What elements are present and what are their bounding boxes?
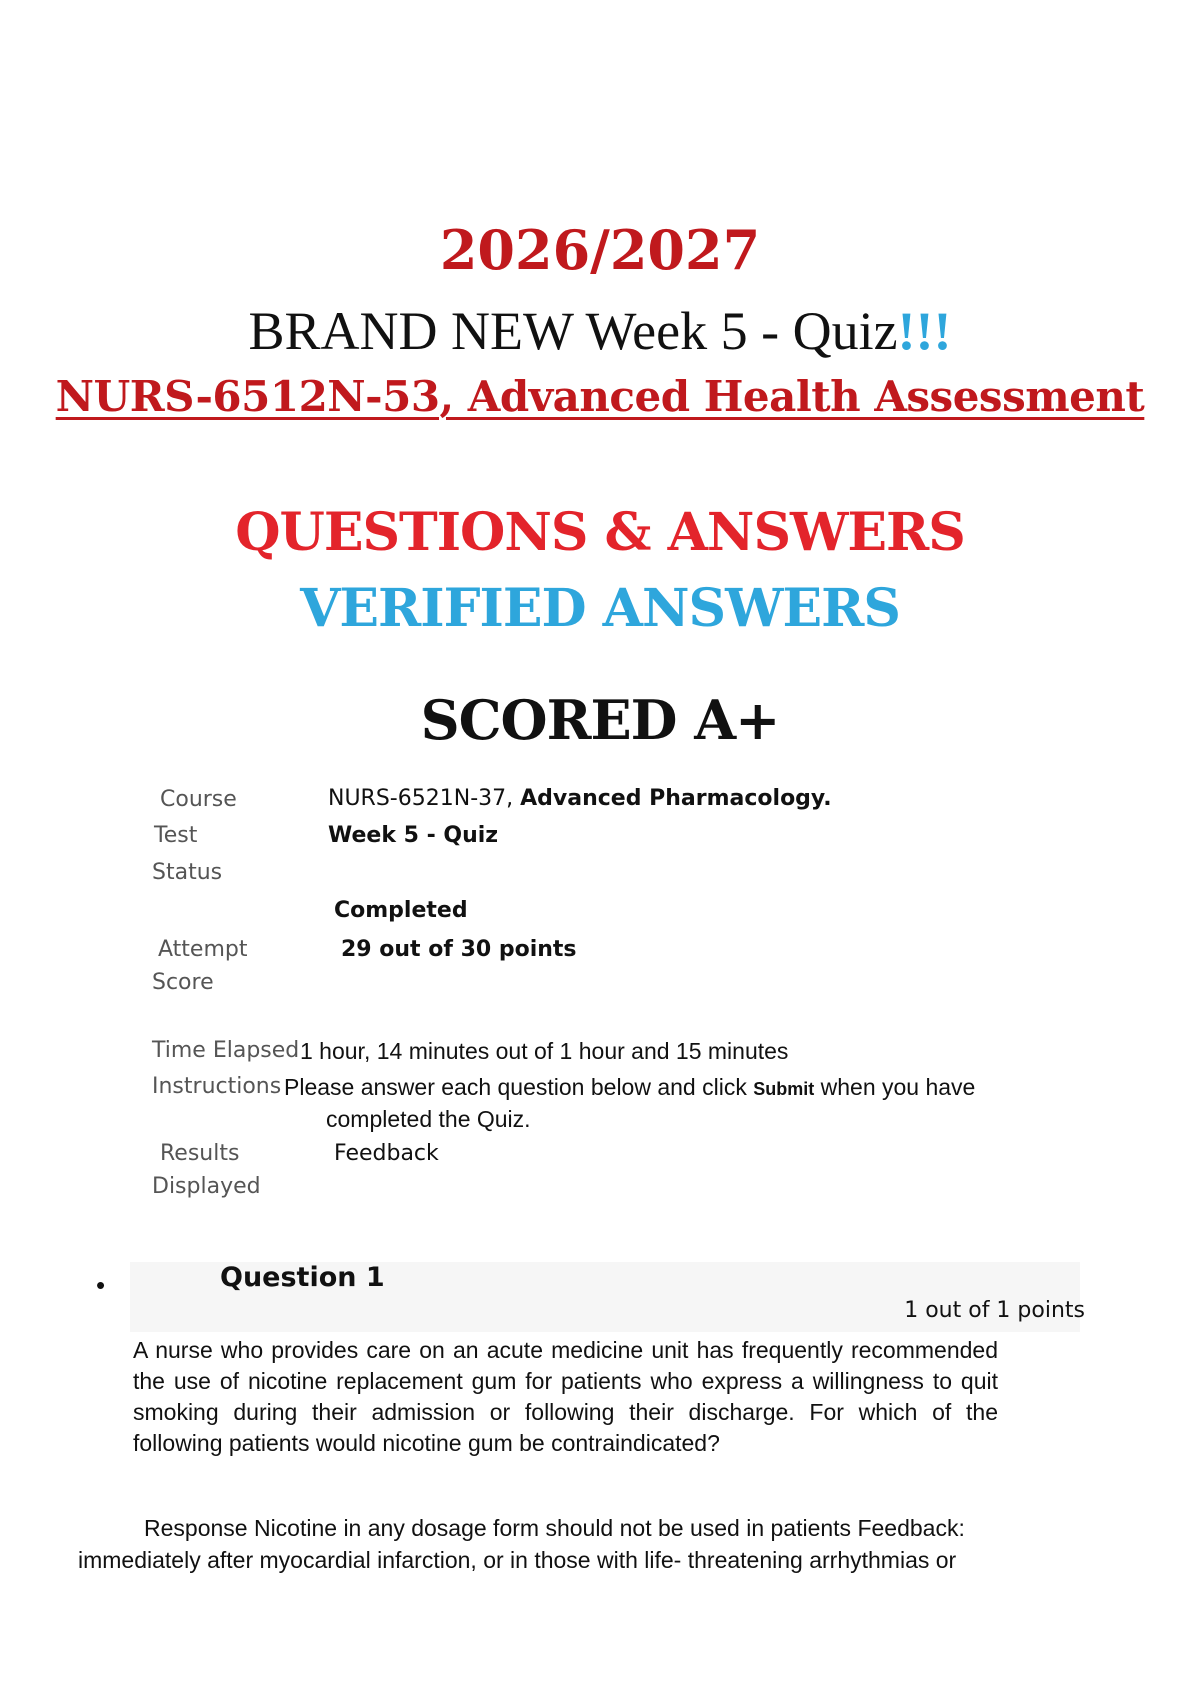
attempt-score-value: 29 out of 30 points: [341, 937, 577, 962]
course-value: [328, 786, 832, 811]
results-value: Feedback: [334, 1141, 439, 1166]
status-value: Completed: [334, 898, 468, 923]
instructions-text-end: when you have: [820, 1074, 976, 1100]
test-label: Test: [154, 823, 198, 848]
questions-answers-heading: QUESTIONS & ANSWERS: [235, 502, 965, 563]
attempt-label: Attempt: [158, 937, 248, 962]
response-feedback-line1: Response Nicotine in any dosage form should not be used in patients Feedback:: [144, 1515, 965, 1541]
response-feedback-line2: immediately after myocardial infarction, or in those with life- threatening arrhythmias or: [78, 1547, 957, 1573]
bullet-point: •: [96, 1270, 106, 1300]
time-elapsed-label: Time Elapsed: [152, 1038, 300, 1063]
brand-title: [0, 300, 1200, 362]
test-value: Week 5 - Quiz: [328, 823, 499, 848]
instructions-submit-word: Submit: [753, 1079, 815, 1099]
course-title: NURS-6512N-53, Advanced Health Assessment: [55, 372, 1145, 421]
year-heading: 2026/2027: [439, 218, 761, 282]
score-label: Score: [152, 970, 214, 995]
time-elapsed-value: 1 hour, 14 minutes out of 1 hour and 15 minutes: [300, 1038, 789, 1064]
question-text: A nurse who provides care on an acute medicine unit has frequently recommended the use of nicotine replacement gum for patients who express a willingness to quit smoking during their admission or following their discharge. For which of the following patients would nicotine gum be contraindicated?: [133, 1337, 998, 1456]
displayed-label: Displayed: [152, 1174, 261, 1199]
question-title: Question 1: [220, 1262, 385, 1293]
scored-heading: SCORED A+: [420, 688, 780, 752]
course-name: Advanced Pharmacology.: [520, 786, 832, 811]
course-code: NURS-6521N-37,: [328, 786, 514, 811]
instructions-text-start: Please answer each question below and click: [284, 1074, 747, 1100]
question-points: 1 out of 1 points: [904, 1298, 1085, 1323]
results-label: Results: [160, 1141, 240, 1166]
status-label: Status: [152, 860, 223, 885]
instructions-value: [284, 1074, 975, 1101]
brand-title-text: BRAND NEW Week 5 - Quiz: [248, 301, 898, 361]
instructions-label: Instructions: [152, 1074, 282, 1099]
instructions-line2: completed the Quiz.: [326, 1106, 531, 1132]
course-label: Course: [160, 787, 237, 812]
brand-title-exclamation: !!!: [897, 301, 952, 361]
verified-answers-heading: VERIFIED ANSWERS: [300, 578, 900, 639]
